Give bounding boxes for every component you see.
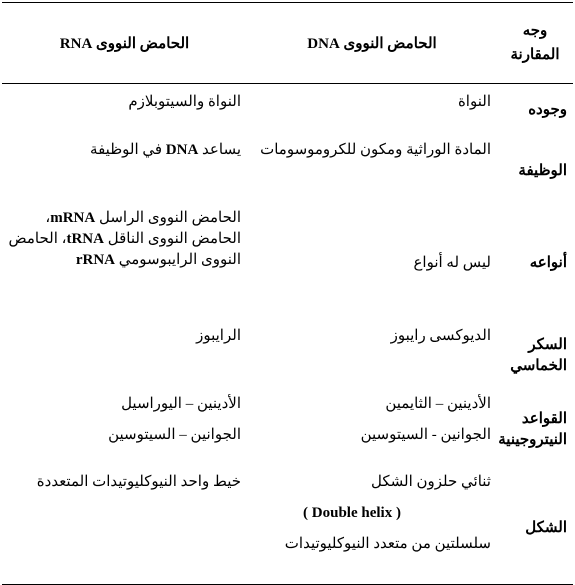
aspect-types: أنواعه [529, 254, 567, 271]
rna-location: النواة والسيتوبلازم [128, 94, 241, 110]
rna-bases-1: الأدينين – اليوراسيل [121, 396, 241, 412]
dna-location: النواة [457, 94, 491, 110]
table-row [2, 466, 573, 585]
dna-shape-1: ثنائي حلزون الشكل [371, 474, 491, 490]
table-header-row [2, 3, 573, 84]
dna-function: المادة الوراثية ومكون للكروموسومات [260, 142, 491, 158]
aspect-function: الوظيفة [518, 162, 567, 179]
aspect-location: وجوده [528, 101, 567, 118]
dna-shape [247, 466, 497, 585]
rna-types-mrna: mRNA [50, 210, 96, 226]
header-rna: الحامض النووى RNA [59, 35, 190, 52]
rna-types-trna: tRNA [66, 231, 104, 247]
rna-bases-2: الجوانين – السيتوسين [108, 427, 241, 443]
dna-bases-2: الجوانين - السيتوسين [360, 427, 491, 443]
table-row [2, 128, 573, 202]
dna-sugar: الديوكسى رايبوز [390, 328, 491, 344]
rna-shape: خيط واحد النيوكليوتيدات المتعددة [36, 474, 241, 490]
aspect-shape: الشكل [525, 519, 567, 536]
dna-types: ليس له أنواع [413, 254, 491, 271]
rna-types-rrna: rRNA [75, 252, 116, 268]
dna-bases-1: الأدينين – الثايمين [385, 396, 491, 412]
rna-types-2: ، الحامض النووى الناقل [45, 210, 241, 247]
rna-function [2, 128, 247, 202]
table-row [2, 318, 573, 386]
comparison-table [2, 2, 573, 585]
rna-bases [2, 386, 247, 466]
table-row [2, 386, 573, 466]
header-dna: الحامض النووى DNA [307, 35, 437, 52]
rna-types-1: الحامض النووى الراسل [98, 210, 241, 226]
dna-shape-3: سلسلتين من متعدد النيوكليوتيدات [284, 536, 491, 552]
rna-function-dna: DNA [165, 142, 199, 158]
rna-types [2, 202, 247, 318]
table-row [2, 84, 573, 129]
dna-shape-2: ( Double helix ) [303, 505, 401, 521]
rna-function-pre: يساعد [202, 142, 241, 158]
aspect-sugar: السكر الخماسي [510, 337, 567, 374]
table-row [2, 202, 573, 318]
rna-function-post: في الوظيفة [90, 142, 163, 158]
rna-types-3: ، الحامض النووى الرايبوسومي [8, 231, 241, 268]
dna-bases [247, 386, 497, 466]
header-aspect: وجه المقارنة [510, 23, 560, 63]
aspect-bases: القواعد النيتروجينية [498, 411, 567, 448]
rna-sugar: الرايبوز [196, 328, 241, 344]
